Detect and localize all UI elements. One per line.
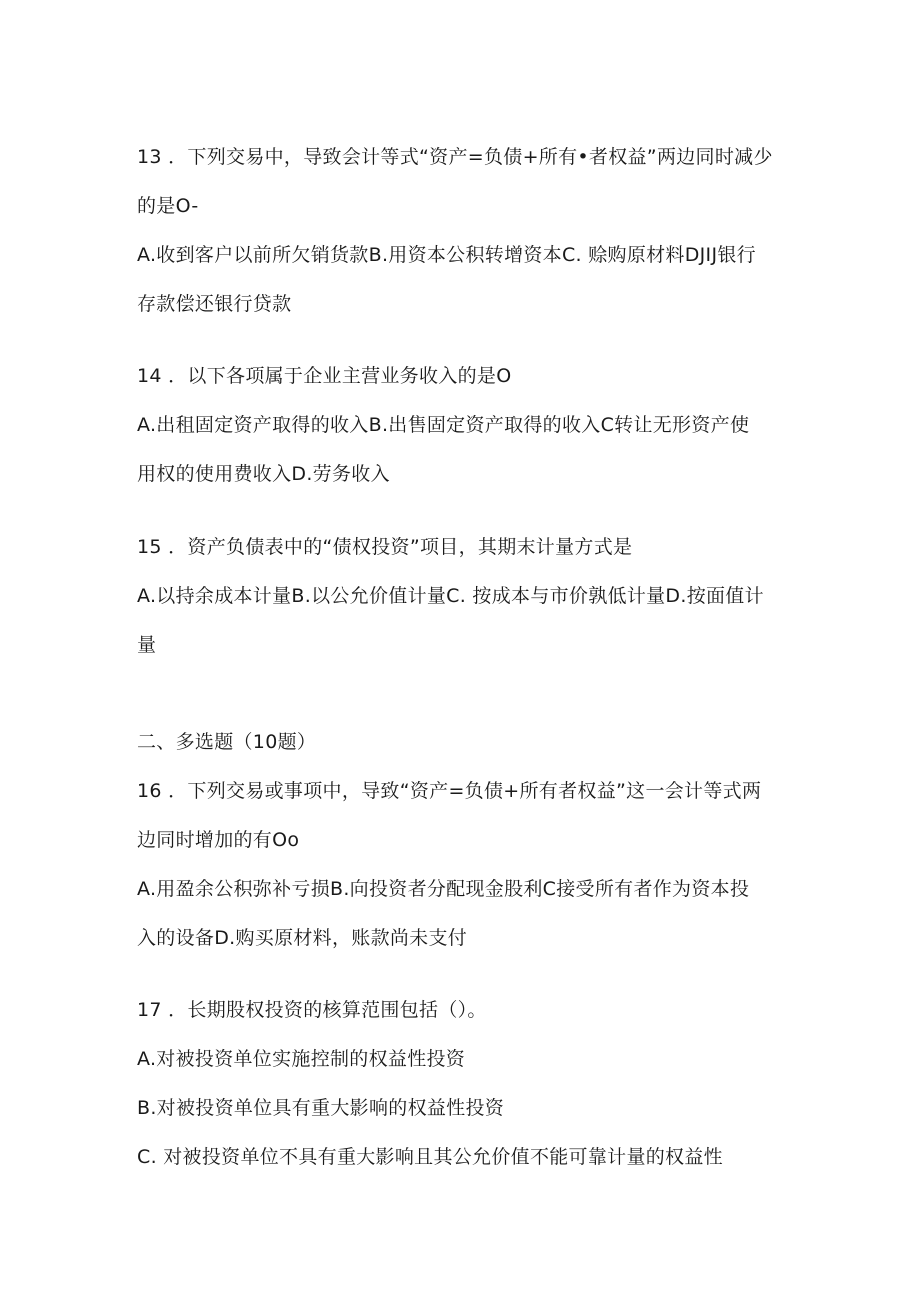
question-17-option-a: A.对被投资单位实施控制的权益性投资 — [137, 1048, 466, 1070]
question-13-options-line-1: A.收到客户以前所欠销货款B.用资本公积转增资本C. 赊购原材料DJIJ银行 — [137, 244, 756, 266]
question-14-options-line-1: A.出租固定资产取得的收入B.出售固定资产取得的收入C转让无形资产使 — [137, 414, 750, 436]
question-14-options-line-2: 用权的使用费收入D.劳务收入 — [137, 463, 390, 485]
question-13-options-line-2: 存款偿还银行贷款 — [137, 293, 292, 315]
question-13-stem-line-1: 13 ．下列交易中，导致会计等式“资产=负债+所有•者权益”两边同时减少 — [137, 146, 773, 168]
question-16-stem-line-2: 边同时增加的有Oo — [137, 829, 300, 851]
question-16-options-line-1: A.用盈余公积弥补亏损B.向投资者分配现金股利C接受所有者作为资本投 — [137, 878, 750, 900]
question-15-options-line-2: 量 — [137, 634, 157, 656]
question-15-options-line-1: A.以持余成本计量B.以公允价值计量C. 按成本与市价孰低计量D.按面值计 — [137, 585, 764, 607]
question-16-stem-line-1: 16 ．下列交易或事项中，导致“资产=负债+所有者权益”这一会计等式两 — [137, 780, 762, 802]
section-heading-multiple-choice: 二、多选题（10题） — [137, 731, 317, 753]
question-16-options-line-2: 入的设备D.购买原材料，账款尚未支付 — [137, 927, 468, 949]
question-15-stem: 15 ．资产负债表中的“债权投资”项目，其期末计量方式是 — [137, 536, 633, 558]
question-17-option-c: C. 对被投资单位不具有重大影响且其公允价值不能可靠计量的权益性 — [137, 1146, 723, 1168]
question-13-stem-line-2: 的是O- — [137, 195, 199, 217]
question-17-stem: 17 ．长期股权投资的核算范围包括（）。 — [137, 999, 487, 1021]
question-17-option-b: B.对被投资单位具有重大影响的权益性投资 — [137, 1097, 505, 1119]
question-14-stem: 14 ．以下各项属于企业主营业务收入的是O — [137, 365, 512, 387]
